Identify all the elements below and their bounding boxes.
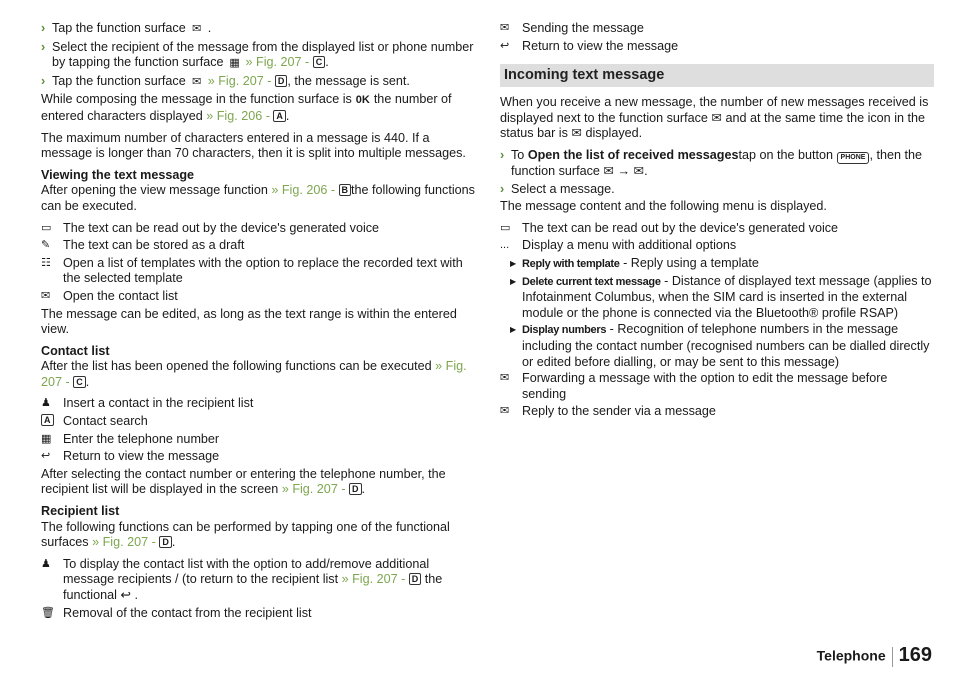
send-message-icon: ✉: [500, 22, 510, 34]
menu-item: ✉ Reply to the sender via a message: [500, 404, 716, 419]
submenu-item: ▶ Delete current text message - Distance of displayed text message (applies to Infotainment Columbus, when the SIM card is inserted in the external module or the phone is connected via the Bluetooth® profile RSAP): [510, 273, 932, 320]
step-3: › Tap the function surface ✉ » Fig. 207 - D , the message is sent.: [41, 74, 477, 91]
speech-bubble-icon: ▭: [41, 221, 52, 234]
recipient-title: Recipient list: [41, 504, 120, 519]
section-name: Telephone: [816, 647, 886, 664]
page-number: 169: [898, 643, 932, 666]
return-arrow-icon: ↩: [41, 450, 51, 463]
phone-button-icon: PHONE: [837, 152, 870, 164]
contact-title: Contact list: [41, 343, 110, 358]
step-select: › Select a message.: [500, 181, 615, 196]
section-heading: Incoming text message: [500, 64, 934, 87]
menu-item: ▭ The text can be read out by the device's generated voice: [500, 220, 839, 235]
incoming-text: When you receive a new message, the number of new messages received is displayed next to the function surface ✉ and at the same time the icon in the status bar is ✉ displayed.: [500, 95, 929, 141]
submenu-item: ▶ Reply with template - Reply using a template: [510, 255, 759, 270]
menu-item: ✉ Forwarding a message with the option to edit the message before sending: [500, 371, 888, 401]
after-selecting-text: After selecting the contact number or entering the telephone number, the recipient list will be displayed in the screen » Fig. 207 - D .: [41, 466, 446, 497]
menu-text: The message content and the following menu is displayed.: [500, 199, 827, 214]
person-icon: ♟: [41, 397, 51, 410]
viewing-title: Viewing the text message: [41, 167, 195, 182]
recipient-item: 🗑 Removal of the contact from the recipient list: [41, 605, 312, 620]
max-chars-note: The maximum number of characters entered in a message is 440. If a message is longer than 70 characters, then it is split into multiple messages.: [41, 130, 466, 161]
forward-message-icon: ✉: [500, 372, 510, 385]
character-count-icon: 0K: [355, 94, 370, 107]
save-draft-icon: ✎: [41, 239, 51, 252]
contact-list-icon: ✉: [41, 289, 51, 302]
edit-note: The message can be edited, as long as the text range is within the entered view.: [41, 306, 457, 337]
view-item: ▭ The text can be read out by the device's generated voice: [41, 220, 380, 235]
search-a-icon: A: [41, 414, 54, 426]
step-2: › Select the recipient of the message from the displayed list or phone number by tapping the function surface ▦ » Fig. 207 - C .: [41, 40, 477, 72]
step-open: › To Open the list of received messagestap on the button PHONE , then the function surface ✉ → ✉.: [500, 147, 922, 178]
char-count-note: While composing the message in the function surface is 0K the number of entered characters displayed » Fig. 206 - A .: [41, 92, 452, 123]
return-arrow-icon: ↩: [120, 588, 131, 602]
top-item: ✉ Sending the message: [500, 21, 644, 35]
speech-bubble-icon: ▭: [500, 221, 511, 234]
person-icon: ♟: [41, 557, 51, 570]
right-column: [500, 21, 934, 422]
contact-item: A Contact search: [41, 414, 477, 430]
contact-item: ↩ Return to view the message: [41, 449, 220, 464]
submenu-item: ▶ Display numbers - Recognition of telephone numbers in the message including the contact number (recognised numbers can be dialled directly or edited before dialling, or may be sent to this message): [510, 322, 930, 369]
reply-message-icon: ✉: [500, 405, 510, 418]
return-arrow-icon: ↩: [500, 39, 510, 52]
recipient-item: ♟ To display the contact list with the option to add/remove additional message recipients / (to return to the recipient list » Fig. 207 - D the functional ↩ .: [41, 556, 443, 602]
keypad-icon: ▦: [229, 57, 240, 70]
contact-text: After the list has been opened the following functions can be executed » Fig. 207 - C .: [41, 359, 467, 389]
top-item: ↩ Return to view the message: [500, 38, 679, 53]
trash-icon: 🗑: [41, 606, 55, 619]
page-footer: [816, 643, 932, 667]
view-item: ✉ Open the contact list: [41, 288, 178, 303]
contact-item: ▦ Enter the telephone number: [41, 431, 220, 446]
template-icon: ☷: [41, 256, 51, 269]
contact-item: ♟ Insert a contact in the recipient list: [41, 396, 254, 411]
send-message-icon: ✉: [192, 75, 202, 88]
more-options-icon: ...: [500, 239, 510, 252]
send-message-icon: ✉: [192, 23, 202, 35]
recipient-text: The following functions can be performed by tapping one of the functional surfaces » Fig. 207 - D .: [41, 519, 450, 550]
left-column: [41, 21, 477, 623]
viewing-text: After opening the view message function » Fig. 206 - B the following functions can be executed.: [41, 183, 475, 213]
view-item: ☷ Open a list of templates with the option to replace the recorded text with the selected template: [41, 255, 463, 286]
view-item: ✎ The text can be stored as a draft: [41, 238, 245, 253]
keypad-icon: ▦: [41, 432, 52, 445]
menu-item: ... Display a menu with additional options: [500, 238, 737, 253]
step-1: › Tap the function surface ✉ .: [41, 21, 477, 38]
